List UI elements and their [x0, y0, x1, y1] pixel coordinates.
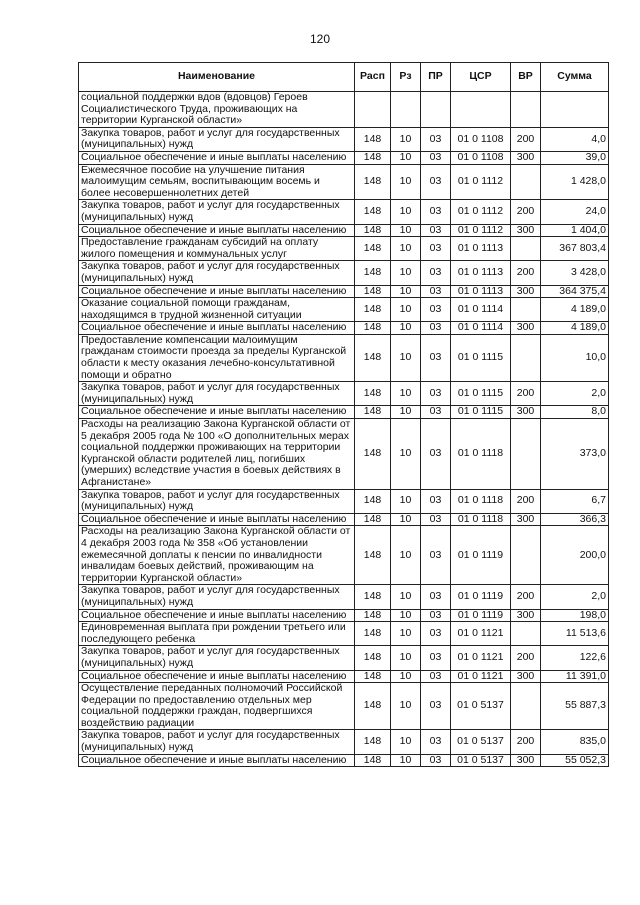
cell-rasp: 148 — [355, 164, 391, 200]
cell-rasp: 148 — [355, 285, 391, 298]
cell-sum: 4 189,0 — [541, 298, 609, 322]
table-row — [79, 585, 609, 609]
table-row — [79, 609, 609, 622]
cell-pr: 03 — [421, 334, 451, 381]
cell-name: Социальное обеспечение и иные выплаты населению — [79, 754, 355, 767]
cell-vr: 300 — [511, 224, 541, 237]
cell-csr: 01 0 1121 — [451, 670, 511, 683]
cell-pr: 03 — [421, 127, 451, 151]
cell-sum: 835,0 — [541, 730, 609, 754]
cell-rasp: 148 — [355, 151, 391, 164]
cell-csr: 01 0 1113 — [451, 261, 511, 285]
cell-vr: 300 — [511, 609, 541, 622]
cell-sum: 55 052,3 — [541, 754, 609, 767]
cell-rz: 10 — [391, 609, 421, 622]
cell-vr: 200 — [511, 585, 541, 609]
cell-sum: 10,0 — [541, 334, 609, 381]
cell-pr: 03 — [421, 419, 451, 490]
cell-rz: 10 — [391, 730, 421, 754]
cell-pr: 03 — [421, 237, 451, 261]
cell-pr: 03 — [421, 261, 451, 285]
header-vr: ВР — [511, 63, 541, 92]
cell-csr: 01 0 1118 — [451, 489, 511, 513]
cell-sum: 122,6 — [541, 646, 609, 670]
table-row — [79, 285, 609, 298]
table-row — [79, 419, 609, 490]
cell-name: Закупка товаров, работ и услуг для государственных (муниципальных) нужд — [79, 382, 355, 406]
cell-name: Закупка товаров, работ и услуг для государственных (муниципальных) нужд — [79, 127, 355, 151]
table-row — [79, 151, 609, 164]
cell-pr: 03 — [421, 298, 451, 322]
cell-csr: 01 0 1121 — [451, 622, 511, 646]
cell-vr: 200 — [511, 382, 541, 406]
cell-csr: 01 0 1113 — [451, 237, 511, 261]
cell-rz: 10 — [391, 164, 421, 200]
table-row — [79, 298, 609, 322]
cell-name: Предоставление гражданам субсидий на оплату жилого помещения и коммунальных услуг — [79, 237, 355, 261]
page-number: 120 — [309, 32, 331, 46]
header-rasp: Расп — [355, 63, 391, 92]
cell-pr: 03 — [421, 489, 451, 513]
cell-csr: 01 0 1115 — [451, 382, 511, 406]
table-row — [79, 754, 609, 767]
cell-vr — [511, 526, 541, 585]
cell-name: Социальное обеспечение и иные выплаты населению — [79, 224, 355, 237]
cell-pr: 03 — [421, 200, 451, 224]
cell-pr: 03 — [421, 406, 451, 419]
cell-pr: 03 — [421, 730, 451, 754]
cell-vr: 300 — [511, 322, 541, 335]
cell-csr: 01 0 1118 — [451, 513, 511, 526]
cell-name: Расходы на реализацию Закона Курганской области от 5 декабря 2005 года № 100 «О дополнительных мерах социальной поддержки проживающих на территории Курганской области родителей лиц, погибших (умерших) вследствие участия в боевых действиях в Афганистане» — [79, 419, 355, 490]
cell-sum: 11 391,0 — [541, 670, 609, 683]
cell-rz: 10 — [391, 754, 421, 767]
cell-rasp: 148 — [355, 526, 391, 585]
cell-sum: 373,0 — [541, 419, 609, 490]
cell-rasp: 148 — [355, 224, 391, 237]
cell-name: Осуществление переданных полномочий Российской Федерации по предоставлению отдельных мер социальной поддержки граждан, подвергшихся воздействию радиации — [79, 683, 355, 730]
cell-csr: 01 0 1112 — [451, 200, 511, 224]
cell-vr — [511, 237, 541, 261]
cell-rz: 10 — [391, 127, 421, 151]
table-row — [79, 261, 609, 285]
cell-rasp: 148 — [355, 622, 391, 646]
cell-rz — [391, 92, 421, 128]
cell-rasp: 148 — [355, 200, 391, 224]
cell-rasp: 148 — [355, 489, 391, 513]
header-name: Наименование — [79, 63, 355, 92]
table-row — [79, 526, 609, 585]
table-row — [79, 224, 609, 237]
cell-csr: 01 0 1112 — [451, 164, 511, 200]
cell-rz: 10 — [391, 622, 421, 646]
cell-pr: 03 — [421, 585, 451, 609]
cell-pr: 03 — [421, 683, 451, 730]
cell-csr — [451, 92, 511, 128]
cell-csr: 01 0 1112 — [451, 224, 511, 237]
cell-vr — [511, 683, 541, 730]
cell-rasp: 148 — [355, 609, 391, 622]
cell-rasp: 148 — [355, 406, 391, 419]
cell-csr: 01 0 1114 — [451, 322, 511, 335]
cell-pr — [421, 92, 451, 128]
cell-vr: 300 — [511, 406, 541, 419]
cell-vr: 200 — [511, 200, 541, 224]
cell-rasp: 148 — [355, 298, 391, 322]
cell-sum: 4,0 — [541, 127, 609, 151]
cell-rasp: 148 — [355, 754, 391, 767]
table-row — [79, 334, 609, 381]
cell-rz: 10 — [391, 382, 421, 406]
cell-rz: 10 — [391, 419, 421, 490]
cell-vr — [511, 298, 541, 322]
table-row — [79, 683, 609, 730]
cell-rz: 10 — [391, 237, 421, 261]
cell-csr: 01 0 1119 — [451, 526, 511, 585]
header-row — [79, 63, 609, 92]
cell-name: Оказание социальной помощи гражданам, находящимся в трудной жизненной ситуации — [79, 298, 355, 322]
cell-rasp: 148 — [355, 334, 391, 381]
cell-name: Социальное обеспечение и иные выплаты населению — [79, 609, 355, 622]
cell-sum: 8,0 — [541, 406, 609, 419]
cell-vr: 200 — [511, 730, 541, 754]
cell-name: Расходы на реализацию Закона Курганской области от 4 декабря 2003 года № 358 «Об установлении ежемесячной доплаты к пенсии по инвалидности инвалидам боевых действий, проживающим на территории Курганской области» — [79, 526, 355, 585]
cell-csr: 01 0 1118 — [451, 419, 511, 490]
cell-vr — [511, 92, 541, 128]
cell-rz: 10 — [391, 224, 421, 237]
cell-pr: 03 — [421, 382, 451, 406]
cell-rz: 10 — [391, 334, 421, 381]
cell-pr: 03 — [421, 322, 451, 335]
cell-rz: 10 — [391, 406, 421, 419]
cell-rz: 10 — [391, 200, 421, 224]
cell-csr: 01 0 1114 — [451, 298, 511, 322]
cell-name: Закупка товаров, работ и услуг для государственных (муниципальных) нужд — [79, 261, 355, 285]
cell-csr: 01 0 1119 — [451, 585, 511, 609]
budget-table — [78, 62, 609, 767]
cell-sum: 364 375,4 — [541, 285, 609, 298]
cell-name: социальной поддержки вдов (вдовцов) Героев Социалистического Труда, проживающих на территории Курганской области» — [79, 92, 355, 128]
cell-rasp: 148 — [355, 683, 391, 730]
cell-rasp: 148 — [355, 237, 391, 261]
cell-vr — [511, 622, 541, 646]
cell-vr — [511, 164, 541, 200]
cell-csr: 01 0 1115 — [451, 406, 511, 419]
cell-rz: 10 — [391, 489, 421, 513]
cell-sum: 2,0 — [541, 382, 609, 406]
cell-sum: 1 428,0 — [541, 164, 609, 200]
cell-name: Социальное обеспечение и иные выплаты населению — [79, 670, 355, 683]
cell-name: Закупка товаров, работ и услуг для государственных (муниципальных) нужд — [79, 646, 355, 670]
table-row — [79, 92, 609, 128]
table-row — [79, 513, 609, 526]
cell-pr: 03 — [421, 670, 451, 683]
cell-pr: 03 — [421, 609, 451, 622]
cell-rz: 10 — [391, 526, 421, 585]
cell-pr: 03 — [421, 526, 451, 585]
cell-rz: 10 — [391, 151, 421, 164]
cell-csr: 01 0 5137 — [451, 683, 511, 730]
header-sum: Сумма — [541, 63, 609, 92]
cell-name: Социальное обеспечение и иные выплаты населению — [79, 285, 355, 298]
cell-csr: 01 0 1108 — [451, 127, 511, 151]
cell-sum: 367 803,4 — [541, 237, 609, 261]
cell-rasp: 148 — [355, 127, 391, 151]
cell-pr: 03 — [421, 754, 451, 767]
table-row — [79, 730, 609, 754]
cell-sum: 200,0 — [541, 526, 609, 585]
cell-rz: 10 — [391, 670, 421, 683]
cell-pr: 03 — [421, 285, 451, 298]
cell-vr: 300 — [511, 151, 541, 164]
cell-rz: 10 — [391, 683, 421, 730]
cell-rz: 10 — [391, 646, 421, 670]
cell-pr: 03 — [421, 164, 451, 200]
cell-vr: 300 — [511, 513, 541, 526]
table-row — [79, 200, 609, 224]
table-row — [79, 237, 609, 261]
cell-name: Социальное обеспечение и иные выплаты населению — [79, 151, 355, 164]
cell-vr: 200 — [511, 489, 541, 513]
cell-rasp: 148 — [355, 730, 391, 754]
cell-csr: 01 0 5137 — [451, 730, 511, 754]
cell-csr: 01 0 1121 — [451, 646, 511, 670]
cell-name: Закупка товаров, работ и услуг для государственных (муниципальных) нужд — [79, 200, 355, 224]
cell-csr: 01 0 1113 — [451, 285, 511, 298]
cell-name: Закупка товаров, работ и услуг для государственных (муниципальных) нужд — [79, 730, 355, 754]
cell-vr: 200 — [511, 646, 541, 670]
cell-csr: 01 0 5137 — [451, 754, 511, 767]
table-row — [79, 322, 609, 335]
cell-sum: 11 513,6 — [541, 622, 609, 646]
cell-sum: 1 404,0 — [541, 224, 609, 237]
cell-vr: 300 — [511, 754, 541, 767]
table-row — [79, 646, 609, 670]
cell-pr: 03 — [421, 151, 451, 164]
cell-name: Социальное обеспечение и иные выплаты населению — [79, 513, 355, 526]
cell-rasp: 148 — [355, 670, 391, 683]
cell-name: Предоставление компенсации малоимущим гражданам стоимости проезда за пределы Курганской области к месту оказания лечебно-консультативной помощи и обратно — [79, 334, 355, 381]
cell-pr: 03 — [421, 513, 451, 526]
cell-rz: 10 — [391, 285, 421, 298]
cell-rasp: 148 — [355, 322, 391, 335]
cell-pr: 03 — [421, 646, 451, 670]
cell-csr: 01 0 1108 — [451, 151, 511, 164]
cell-csr: 01 0 1119 — [451, 609, 511, 622]
table-row — [79, 382, 609, 406]
table-body — [79, 92, 609, 767]
cell-sum: 198,0 — [541, 609, 609, 622]
cell-rasp: 148 — [355, 261, 391, 285]
cell-sum — [541, 92, 609, 128]
cell-pr: 03 — [421, 622, 451, 646]
table-row — [79, 127, 609, 151]
cell-name: Ежемесячное пособие на улучшение питания малоимущим семьям, воспитывающим восемь и более несовершеннолетних детей — [79, 164, 355, 200]
cell-pr: 03 — [421, 224, 451, 237]
cell-name: Единовременная выплата при рождении третьего или последующего ребенка — [79, 622, 355, 646]
cell-rasp: 148 — [355, 382, 391, 406]
cell-sum: 39,0 — [541, 151, 609, 164]
cell-sum: 55 887,3 — [541, 683, 609, 730]
cell-rz: 10 — [391, 298, 421, 322]
cell-name: Социальное обеспечение и иные выплаты населению — [79, 322, 355, 335]
cell-vr — [511, 334, 541, 381]
cell-sum: 366,3 — [541, 513, 609, 526]
cell-vr: 300 — [511, 670, 541, 683]
cell-rasp: 148 — [355, 646, 391, 670]
cell-rz: 10 — [391, 261, 421, 285]
cell-rasp: 148 — [355, 513, 391, 526]
table-row — [79, 489, 609, 513]
cell-sum: 4 189,0 — [541, 322, 609, 335]
header-csr: ЦСР — [451, 63, 511, 92]
cell-vr: 200 — [511, 261, 541, 285]
cell-vr: 200 — [511, 127, 541, 151]
cell-name: Закупка товаров, работ и услуг для государственных (муниципальных) нужд — [79, 489, 355, 513]
cell-sum: 6,7 — [541, 489, 609, 513]
cell-rasp: 148 — [355, 585, 391, 609]
cell-sum: 2,0 — [541, 585, 609, 609]
header-pr: ПР — [421, 63, 451, 92]
table-row — [79, 670, 609, 683]
table-row — [79, 164, 609, 200]
cell-vr — [511, 419, 541, 490]
cell-sum: 3 428,0 — [541, 261, 609, 285]
cell-vr: 300 — [511, 285, 541, 298]
cell-rz: 10 — [391, 513, 421, 526]
cell-rz: 10 — [391, 585, 421, 609]
header-rz: Рз — [391, 63, 421, 92]
cell-name: Социальное обеспечение и иные выплаты населению — [79, 406, 355, 419]
cell-name: Закупка товаров, работ и услуг для государственных (муниципальных) нужд — [79, 585, 355, 609]
cell-rasp: 148 — [355, 419, 391, 490]
cell-rz: 10 — [391, 322, 421, 335]
cell-sum: 24,0 — [541, 200, 609, 224]
table-row — [79, 406, 609, 419]
cell-csr: 01 0 1115 — [451, 334, 511, 381]
cell-rasp — [355, 92, 391, 128]
table-row — [79, 622, 609, 646]
